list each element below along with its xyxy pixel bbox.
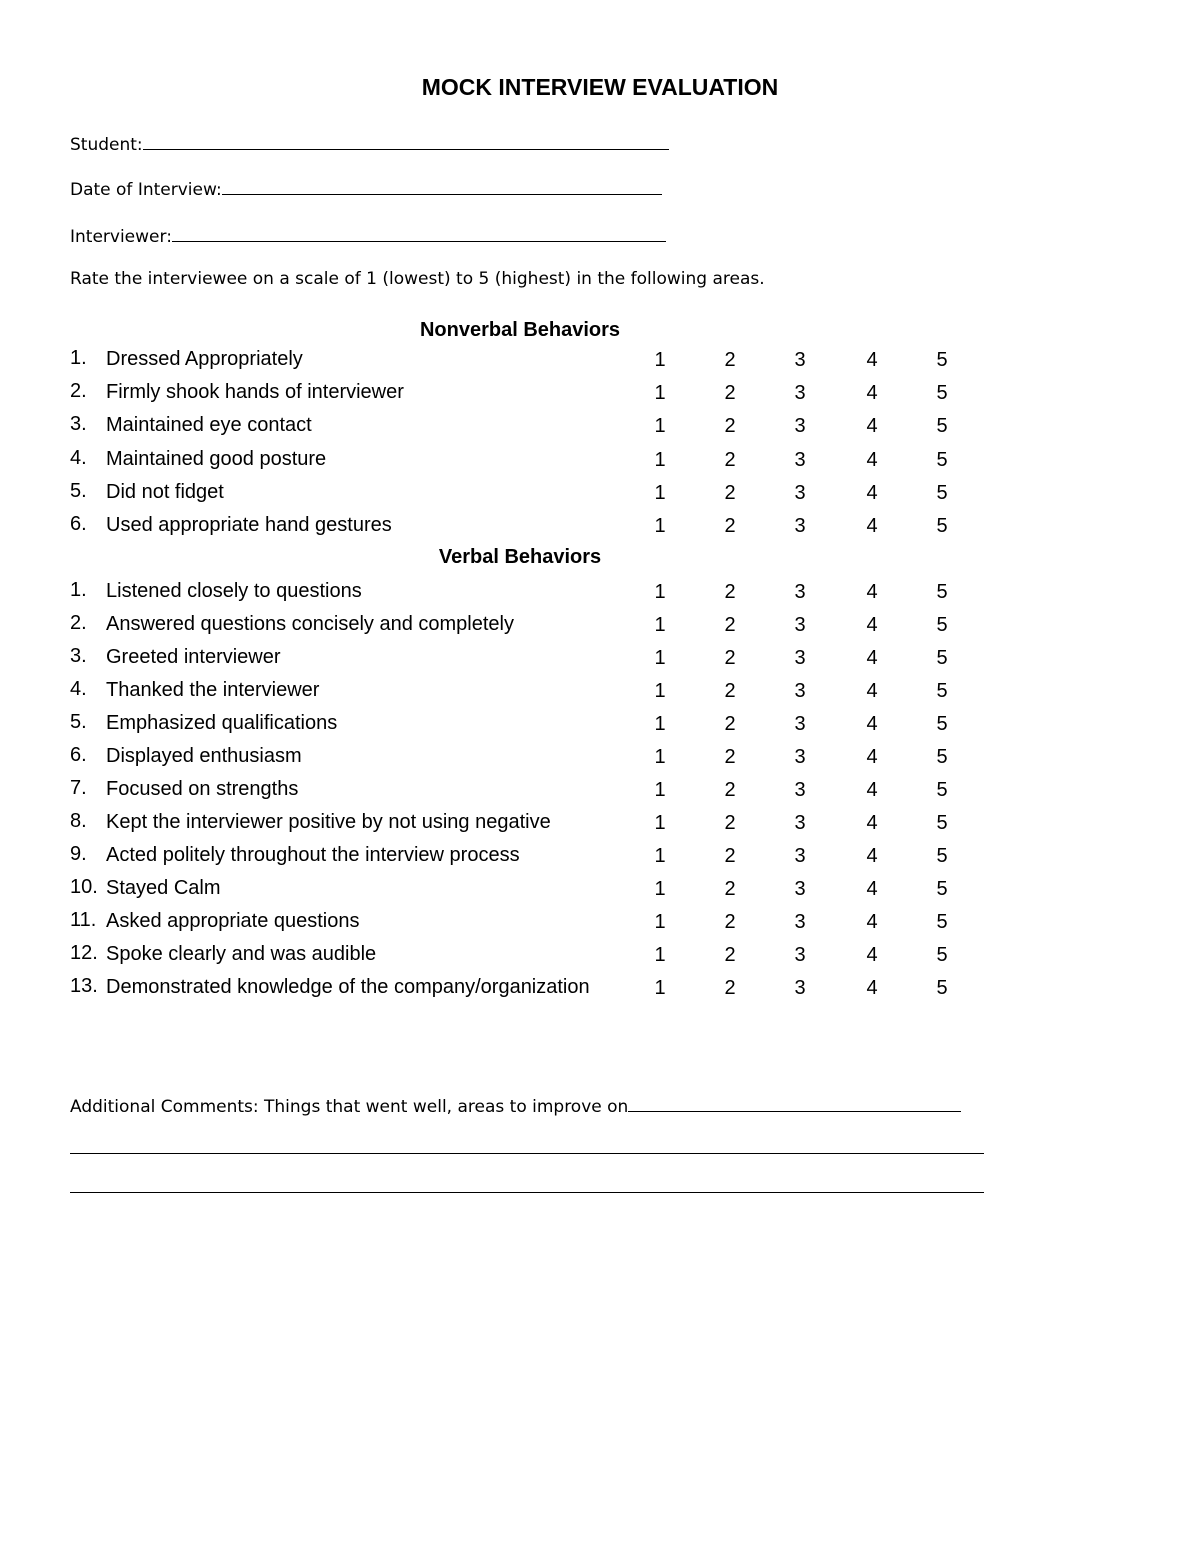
item-number: 6. [70, 513, 87, 535]
rating-option[interactable]: 1 [654, 349, 666, 371]
rating-option[interactable]: 4 [866, 911, 878, 933]
rating-option[interactable]: 1 [654, 878, 666, 900]
rating-option[interactable]: 4 [866, 713, 878, 735]
rating-option[interactable]: 3 [794, 614, 806, 636]
rating-option[interactable]: 2 [724, 977, 736, 999]
rating-option[interactable]: 3 [794, 349, 806, 371]
rating-option[interactable]: 3 [794, 647, 806, 669]
rating-option[interactable]: 3 [794, 812, 806, 834]
rating-option[interactable]: 4 [866, 680, 878, 702]
rating-row [70, 513, 970, 541]
item-label: Greeted interviewer [106, 646, 281, 668]
rating-option[interactable]: 5 [936, 944, 948, 966]
rating-option[interactable]: 2 [724, 680, 736, 702]
item-label: Answered questions concisely and completely [106, 613, 514, 635]
item-label: Did not fidget [106, 481, 224, 503]
instructions: Rate the interviewee on a scale of 1 (lowest) to 5 (highest) in the following areas. [70, 269, 765, 289]
rating-option[interactable]: 5 [936, 680, 948, 702]
rating-option[interactable]: 3 [794, 449, 806, 471]
rating-option[interactable]: 5 [936, 349, 948, 371]
rating-row [70, 480, 970, 508]
item-label: Emphasized qualifications [106, 712, 338, 734]
rating-option[interactable]: 5 [936, 779, 948, 801]
item-label: Demonstrated knowledge of the company/organization [106, 976, 590, 998]
rating-option[interactable]: 2 [724, 911, 736, 933]
rating-row [70, 447, 970, 475]
date-line[interactable] [222, 177, 662, 195]
rating-option[interactable]: 2 [724, 614, 736, 636]
rating-option[interactable]: 2 [724, 713, 736, 735]
rating-row [70, 579, 970, 607]
rating-option[interactable]: 1 [654, 713, 666, 735]
rating-row [70, 380, 970, 408]
rating-option[interactable]: 3 [794, 878, 806, 900]
item-number: 5. [70, 480, 87, 502]
rating-option[interactable]: 4 [866, 647, 878, 669]
rating-row [70, 347, 970, 375]
rating-option[interactable]: 1 [654, 515, 666, 537]
student-field[interactable] [70, 132, 669, 155]
item-number: 6. [70, 744, 87, 766]
rating-option[interactable]: 4 [866, 349, 878, 371]
item-number: 4. [70, 678, 87, 700]
item-label: Spoke clearly and was audible [106, 943, 377, 965]
nonverbal-heading: Nonverbal Behaviors [419, 319, 621, 341]
rating-option[interactable]: 5 [936, 878, 948, 900]
rating-option[interactable]: 4 [866, 845, 878, 867]
rating-option[interactable]: 5 [936, 911, 948, 933]
rating-option[interactable]: 2 [724, 415, 736, 437]
rating-option[interactable]: 2 [724, 779, 736, 801]
item-label: Firmly shook hands of interviewer [106, 381, 404, 403]
rating-option[interactable]: 1 [654, 647, 666, 669]
rating-option[interactable]: 3 [794, 680, 806, 702]
rating-option[interactable]: 2 [724, 581, 736, 603]
item-number: 12. [70, 942, 98, 964]
rating-option[interactable]: 2 [724, 482, 736, 504]
rating-option[interactable]: 4 [866, 746, 878, 768]
comments-label: Additional Comments: Things that went well, areas to improve on [70, 1097, 629, 1117]
rating-option[interactable]: 1 [654, 779, 666, 801]
rating-row [70, 612, 970, 640]
rating-row [70, 942, 970, 970]
rating-row [70, 975, 970, 1003]
rating-option[interactable]: 1 [654, 415, 666, 437]
interviewer-line[interactable] [172, 224, 666, 242]
item-label: Thanked the interviewer [106, 679, 320, 701]
rating-row [70, 810, 970, 838]
date-label: Date of Interview: [70, 180, 222, 200]
rating-option[interactable]: 1 [654, 944, 666, 966]
rating-option[interactable]: 2 [724, 349, 736, 371]
rating-option[interactable]: 2 [724, 845, 736, 867]
rating-row [70, 711, 970, 739]
rating-option[interactable]: 4 [866, 878, 878, 900]
rating-option[interactable]: 3 [794, 482, 806, 504]
item-number: 2. [70, 612, 87, 634]
item-number: 7. [70, 777, 87, 799]
rating-option[interactable]: 5 [936, 977, 948, 999]
rating-option[interactable]: 1 [654, 911, 666, 933]
rating-option[interactable]: 4 [866, 977, 878, 999]
rating-row [70, 678, 970, 706]
item-number: 10. [70, 876, 98, 898]
item-number: 1. [70, 579, 87, 601]
date-field[interactable] [70, 177, 662, 200]
rating-option[interactable]: 4 [866, 944, 878, 966]
rating-option[interactable]: 4 [866, 515, 878, 537]
item-label: Focused on strengths [106, 778, 299, 800]
rating-option[interactable]: 4 [866, 482, 878, 504]
rating-option[interactable]: 5 [936, 415, 948, 437]
rating-option[interactable]: 1 [654, 581, 666, 603]
rating-option[interactable]: 1 [654, 482, 666, 504]
item-number: 4. [70, 447, 87, 469]
rating-option[interactable]: 4 [866, 614, 878, 636]
rating-option[interactable]: 3 [794, 944, 806, 966]
student-label: Student: [70, 135, 143, 155]
rating-option[interactable]: 1 [654, 680, 666, 702]
rating-option[interactable]: 2 [724, 878, 736, 900]
item-number: 9. [70, 843, 87, 865]
rating-option[interactable]: 1 [654, 845, 666, 867]
item-label: Displayed enthusiasm [106, 745, 302, 767]
rating-option[interactable]: 1 [654, 812, 666, 834]
student-line[interactable] [143, 132, 669, 150]
rating-option[interactable]: 1 [654, 449, 666, 471]
rating-option[interactable]: 5 [936, 515, 948, 537]
rating-option[interactable]: 1 [654, 977, 666, 999]
rating-option[interactable]: 3 [794, 746, 806, 768]
item-label: Stayed Calm [106, 877, 221, 899]
comments-line-3[interactable] [70, 1192, 984, 1193]
interviewer-label: Interviewer: [70, 227, 172, 247]
rating-option[interactable]: 4 [866, 812, 878, 834]
rating-option[interactable]: 5 [936, 647, 948, 669]
rating-option[interactable]: 5 [936, 614, 948, 636]
rating-option[interactable]: 4 [866, 449, 878, 471]
interviewer-field[interactable] [70, 224, 666, 247]
rating-option[interactable]: 3 [794, 911, 806, 933]
rating-option[interactable]: 5 [936, 449, 948, 471]
rating-row [70, 413, 970, 441]
rating-option[interactable]: 5 [936, 746, 948, 768]
item-number: 8. [70, 810, 87, 832]
rating-row [70, 843, 970, 871]
rating-option[interactable]: 4 [866, 581, 878, 603]
rating-option[interactable]: 3 [794, 382, 806, 404]
rating-option[interactable]: 5 [936, 482, 948, 504]
rating-option[interactable]: 3 [794, 977, 806, 999]
rating-option[interactable]: 2 [724, 449, 736, 471]
comments-line[interactable] [628, 1094, 961, 1112]
comments-line-2[interactable] [70, 1153, 984, 1154]
item-number: 13. [70, 975, 98, 997]
item-number: 1. [70, 347, 87, 369]
rating-option[interactable]: 4 [866, 382, 878, 404]
item-number: 5. [70, 711, 87, 733]
item-number: 11. [70, 909, 97, 931]
rating-option[interactable]: 5 [936, 845, 948, 867]
item-label: Dressed Appropriately [106, 348, 303, 370]
item-label: Maintained eye contact [106, 414, 312, 436]
rating-option[interactable]: 3 [794, 845, 806, 867]
rating-row [70, 876, 970, 904]
rating-option[interactable]: 3 [794, 713, 806, 735]
rating-option[interactable]: 2 [724, 382, 736, 404]
rating-option[interactable]: 5 [936, 713, 948, 735]
rating-option[interactable]: 2 [724, 647, 736, 669]
item-label: Kept the interviewer positive by not using negative [106, 811, 551, 833]
rating-row [70, 645, 970, 673]
rating-option[interactable]: 2 [724, 812, 736, 834]
rating-row [70, 909, 970, 937]
rating-row [70, 744, 970, 772]
item-label: Acted politely throughout the interview process [106, 844, 520, 866]
rating-option[interactable]: 3 [794, 415, 806, 437]
rating-option[interactable]: 1 [654, 746, 666, 768]
item-number: 3. [70, 413, 87, 435]
rating-option[interactable]: 5 [936, 812, 948, 834]
rating-option[interactable]: 3 [794, 581, 806, 603]
item-label: Asked appropriate questions [106, 910, 360, 932]
rating-option[interactable]: 3 [794, 779, 806, 801]
rating-option[interactable]: 2 [724, 515, 736, 537]
rating-option[interactable]: 2 [724, 746, 736, 768]
item-number: 2. [70, 380, 87, 402]
verbal-heading: Verbal Behaviors [438, 546, 602, 568]
rating-option[interactable]: 5 [936, 382, 948, 404]
rating-row [70, 777, 970, 805]
page-title: MOCK INTERVIEW EVALUATION [421, 74, 779, 100]
rating-option[interactable]: 1 [654, 614, 666, 636]
item-label: Listened closely to questions [106, 580, 362, 602]
rating-option[interactable]: 5 [936, 581, 948, 603]
rating-option[interactable]: 2 [724, 944, 736, 966]
rating-option[interactable]: 3 [794, 515, 806, 537]
comments-field[interactable] [70, 1094, 961, 1117]
item-number: 3. [70, 645, 87, 667]
rating-option[interactable]: 4 [866, 415, 878, 437]
rating-option[interactable]: 1 [654, 382, 666, 404]
item-label: Maintained good posture [106, 448, 327, 470]
item-label: Used appropriate hand gestures [106, 514, 392, 536]
rating-option[interactable]: 4 [866, 779, 878, 801]
